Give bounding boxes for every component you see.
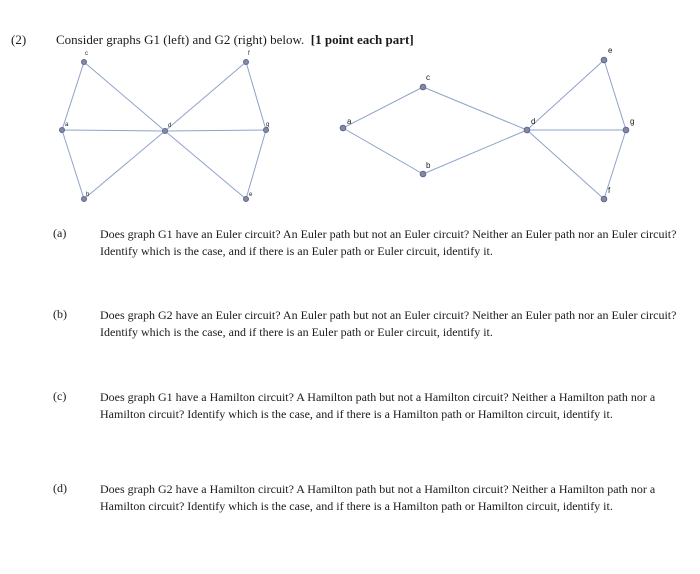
g1-vertex-c xyxy=(82,60,87,65)
g1-edge-d-e xyxy=(165,131,246,199)
g1-label-e: e xyxy=(249,192,253,198)
g1-vertex-d xyxy=(163,129,168,134)
g1-edge-b-d xyxy=(84,131,165,199)
g1-vertex-a xyxy=(60,128,65,133)
g2-vertex-c xyxy=(420,84,426,90)
part-b-letter: (b) xyxy=(53,307,67,321)
graph-g1 xyxy=(60,51,270,202)
g1-edge-c-d xyxy=(84,62,165,131)
g2-label-b: b xyxy=(426,161,431,170)
g1-label-a: a xyxy=(65,122,69,128)
g1-edge-a-b xyxy=(62,130,84,199)
intro-text: Consider graphs G1 (left) and G2 (right) below. xyxy=(56,32,305,47)
g2-label-a: a xyxy=(347,117,352,126)
g2-edge-a-b xyxy=(343,128,423,174)
g2-label-e: e xyxy=(608,46,613,55)
graphs-figure xyxy=(0,0,700,220)
part-a-letter: (a) xyxy=(53,226,67,240)
graph-g2 xyxy=(340,46,634,202)
part-c-letter: (c) xyxy=(53,389,67,403)
g1-edge-g-e xyxy=(246,130,266,199)
g2-label-d: d xyxy=(531,117,536,126)
part-d-text: Does graph G2 have a Hamilton circuit? A Hamilton path but not a Hamilton circuit? Neither a Hamilton path nor a Hamilton circuit? Identify which is the case, and if there is a Hamilton path or Hamilton circuit, identify it. xyxy=(100,482,656,513)
g2-label-f: f xyxy=(608,186,611,195)
part-b-text: Does graph G2 have an Euler circuit? An Euler path but not an Euler circuit? Neither an Euler path nor an Euler circuit? Identify which is the case, and if there is an Euler path or Euler circuit, identify it. xyxy=(100,308,677,339)
points-note: [1 point each part] xyxy=(310,32,414,47)
g1-label-c: c xyxy=(85,51,88,57)
part-d-letter: (d) xyxy=(53,481,67,495)
question-number: (2) xyxy=(11,32,27,47)
g1-vertex-g xyxy=(264,128,269,133)
g1-edge-f-d xyxy=(165,62,246,131)
g2-vertex-d xyxy=(524,127,530,133)
g1-label-d: d xyxy=(168,123,172,129)
g1-label-b: b xyxy=(86,192,90,198)
g2-label-c: c xyxy=(426,73,430,82)
g1-edge-a-d xyxy=(62,130,165,131)
g2-edge-c-d xyxy=(423,87,527,130)
g2-edge-d-e xyxy=(527,60,604,130)
g1-label-f: f xyxy=(248,51,250,57)
g1-edge-d-g xyxy=(165,130,266,131)
g1-label-g: g xyxy=(266,122,270,128)
part-a-text: Does graph G1 have an Euler circuit? An Euler path but not an Euler circuit? Neither an Euler path nor an Euler circuit? Identify which is the case, and if there is an Euler path or Euler circuit, identify it. xyxy=(100,227,677,258)
g2-edge-a-c xyxy=(343,87,423,128)
g2-edge-d-f xyxy=(527,130,604,199)
g2-vertex-f xyxy=(601,196,607,202)
g2-vertex-g xyxy=(623,127,629,133)
g2-vertex-a xyxy=(340,125,346,131)
g1-edge-f-g xyxy=(246,62,266,130)
g2-edge-e-g xyxy=(604,60,626,130)
g2-vertex-e xyxy=(601,57,607,63)
g2-label-g: g xyxy=(630,117,635,126)
g1-vertex-f xyxy=(244,60,249,65)
g1-vertex-e xyxy=(244,197,249,202)
g1-edge-c-a xyxy=(62,62,84,130)
g2-edge-b-d xyxy=(423,130,527,174)
g2-vertex-b xyxy=(420,171,426,177)
part-c-text: Does graph G1 have a Hamilton circuit? A Hamilton path but not a Hamilton circuit? Neither a Hamilton path nor a Hamilton circuit? Identify which is the case, and if there is a Hamilton path or Hamilton circuit, identify it. xyxy=(100,390,656,421)
